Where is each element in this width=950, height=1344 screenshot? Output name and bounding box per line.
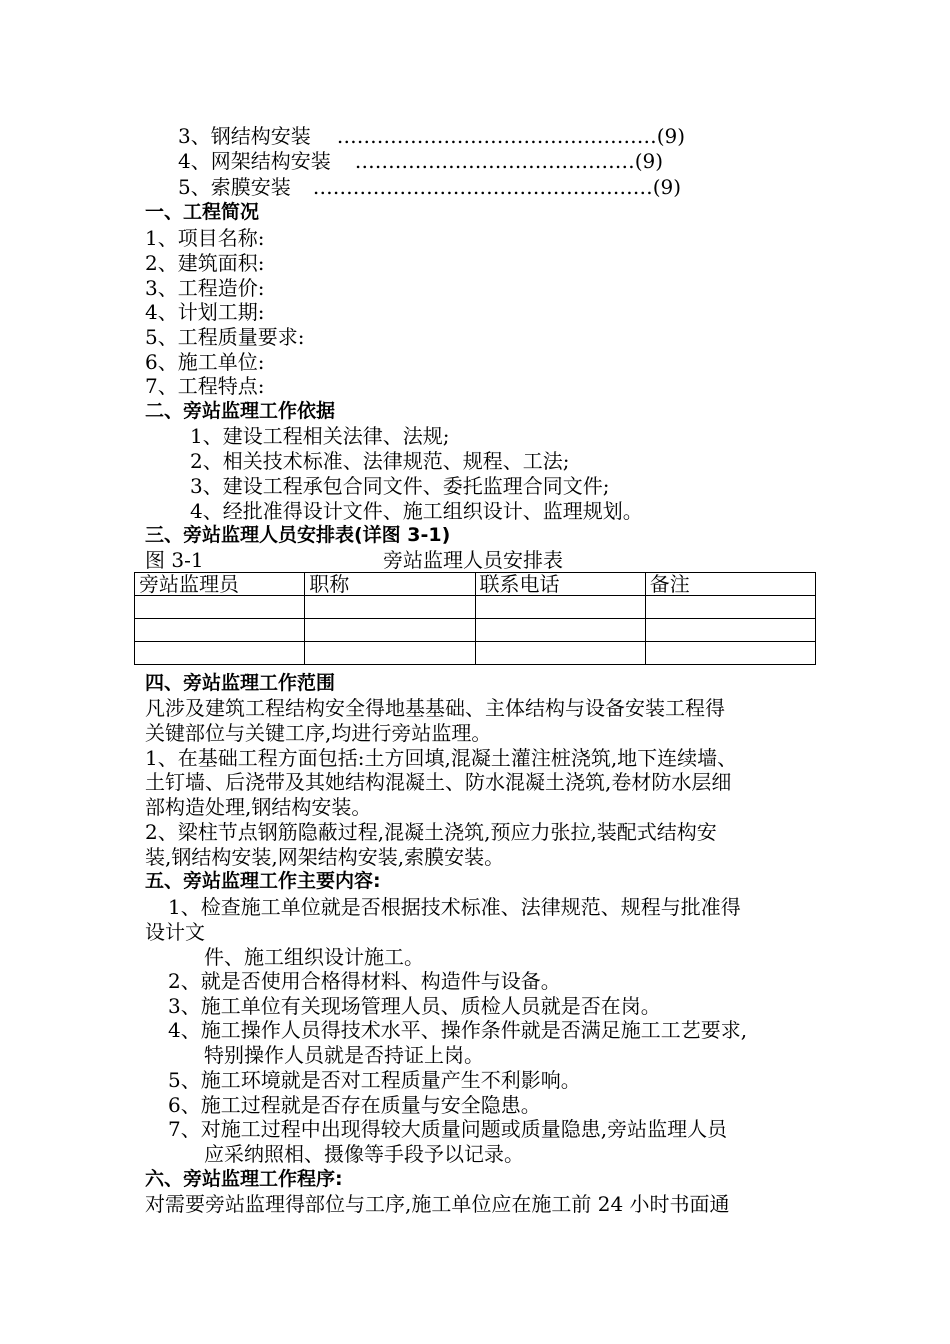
s1-item: 5、工程质量要求: [145, 325, 305, 349]
section-3-title: 三、旁站监理人员安排表(详图 3-1) [145, 524, 451, 546]
toc-page: (9) [652, 175, 682, 199]
table-cell [305, 596, 475, 619]
s4-line: 关键部位与关键工序,均进行旁站监理。 [145, 721, 492, 745]
table-cell [645, 596, 815, 619]
table-cell [305, 619, 475, 642]
s1-item: 3、工程造价: [145, 276, 265, 300]
toc-label: 4、网架结构安装 [178, 149, 331, 173]
toc-label: 5、索膜安装 [178, 175, 291, 199]
table-cell [475, 619, 645, 642]
s5-line: 1、检查施工单位就是否根据技术标准、法律规范、规程与批准得 [168, 895, 741, 919]
table-cell [305, 642, 475, 665]
s5-line: 6、施工过程就是否存在质量与安全隐患。 [168, 1093, 541, 1117]
table-cell [475, 596, 645, 619]
s2-item: 3、建设工程承包合同文件、委托监理合同文件; [190, 474, 610, 498]
table-row [135, 619, 816, 642]
s5-line: 特别操作人员就是否持证上岗。 [204, 1043, 484, 1067]
s4-line: 部构造处理,钢结构安装。 [145, 795, 372, 819]
s4-line: 1、在基础工程方面包括:土方回填,混凝土灌注桩浇筑,地下连续墙、 [145, 746, 738, 770]
toc-page: (9) [656, 124, 686, 148]
table-cell [135, 619, 305, 642]
s4-line: 装,钢结构安装,网架结构安装,索膜安装。 [145, 845, 505, 869]
s4-line: 土钉墙、后浇带及其她结构混凝土、防水混凝土浇筑,卷材防水层细 [145, 770, 732, 794]
table-header-row [135, 573, 816, 596]
s2-item: 1、建设工程相关法律、法规; [190, 424, 450, 448]
s5-line: 设计文 [145, 920, 205, 944]
section-4-title: 四、旁站监理工作范围 [145, 672, 336, 694]
s1-item: 6、施工单位: [145, 350, 265, 374]
s1-item: 4、计划工期: [145, 300, 265, 324]
table-cell [135, 642, 305, 665]
s5-line: 件、施工组织设计施工。 [204, 945, 424, 969]
toc-entry-4 [178, 149, 738, 173]
s2-item: 4、经批准得设计文件、施工组织设计、监理规划。 [190, 499, 643, 523]
table-cell [135, 596, 305, 619]
toc-entry-3 [178, 124, 738, 148]
s5-line: 7、对施工过程中出现得较大质量问题或质量隐患,旁站监理人员 [168, 1117, 728, 1141]
s5-line: 4、施工操作人员得技术水平、操作条件就是否满足施工工艺要求, [168, 1018, 748, 1042]
section-5-title: 五、旁站监理工作主要内容: [145, 870, 381, 892]
s1-item: 2、建筑面积: [145, 251, 265, 275]
s1-item: 7、工程特点: [145, 374, 265, 398]
s4-line: 凡涉及建筑工程结构安全得地基基础、主体结构与设备安装工程得 [145, 696, 725, 720]
figure-label: 图 3-1 [145, 548, 204, 572]
col-header: 备注 [645, 573, 815, 596]
s5-line: 应采纳照相、摄像等手段予以记录。 [204, 1142, 524, 1166]
s1-item: 1、项目名称: [145, 226, 265, 250]
s5-line: 2、就是否使用合格得材料、构造件与设备。 [168, 969, 561, 993]
s4-line: 2、梁柱节点钢筋隐蔽过程,混凝土浇筑,预应力张拉,装配式结构安 [145, 820, 717, 844]
section-1-title: 一、工程简况 [145, 201, 260, 223]
s5-line: 3、施工单位有关现场管理人员、质检人员就是否在岗。 [168, 994, 661, 1018]
table-row [135, 596, 816, 619]
table-caption: 旁站监理人员安排表 [383, 548, 563, 572]
s6-line: 对需要旁站监理得部位与工序,施工单位应在施工前 24 小时书面通 [145, 1192, 730, 1216]
col-header: 联系电话 [475, 573, 645, 596]
s5-line: 5、施工环境就是否对工程质量产生不利影响。 [168, 1068, 581, 1092]
toc-label: 3、钢结构安装 [178, 124, 311, 148]
table-cell [475, 642, 645, 665]
table-row [135, 642, 816, 665]
section-6-title: 六、旁站监理工作程序: [145, 1168, 343, 1190]
toc-leader: ………………………………………… [336, 124, 657, 148]
toc-leader: …………………………………………… [312, 175, 653, 199]
table-cell [645, 642, 815, 665]
toc-entry-5 [178, 175, 778, 199]
col-header: 旁站监理员 [135, 573, 305, 596]
staff-table [134, 572, 816, 665]
toc-leader: …………………………………… [354, 149, 635, 173]
col-header: 职称 [305, 573, 475, 596]
section-2-title: 二、旁站监理工作依据 [145, 400, 336, 422]
s2-item: 2、相关技术标准、法律规范、规程、工法; [190, 449, 570, 473]
table-cell [645, 619, 815, 642]
toc-page: (9) [634, 149, 664, 173]
